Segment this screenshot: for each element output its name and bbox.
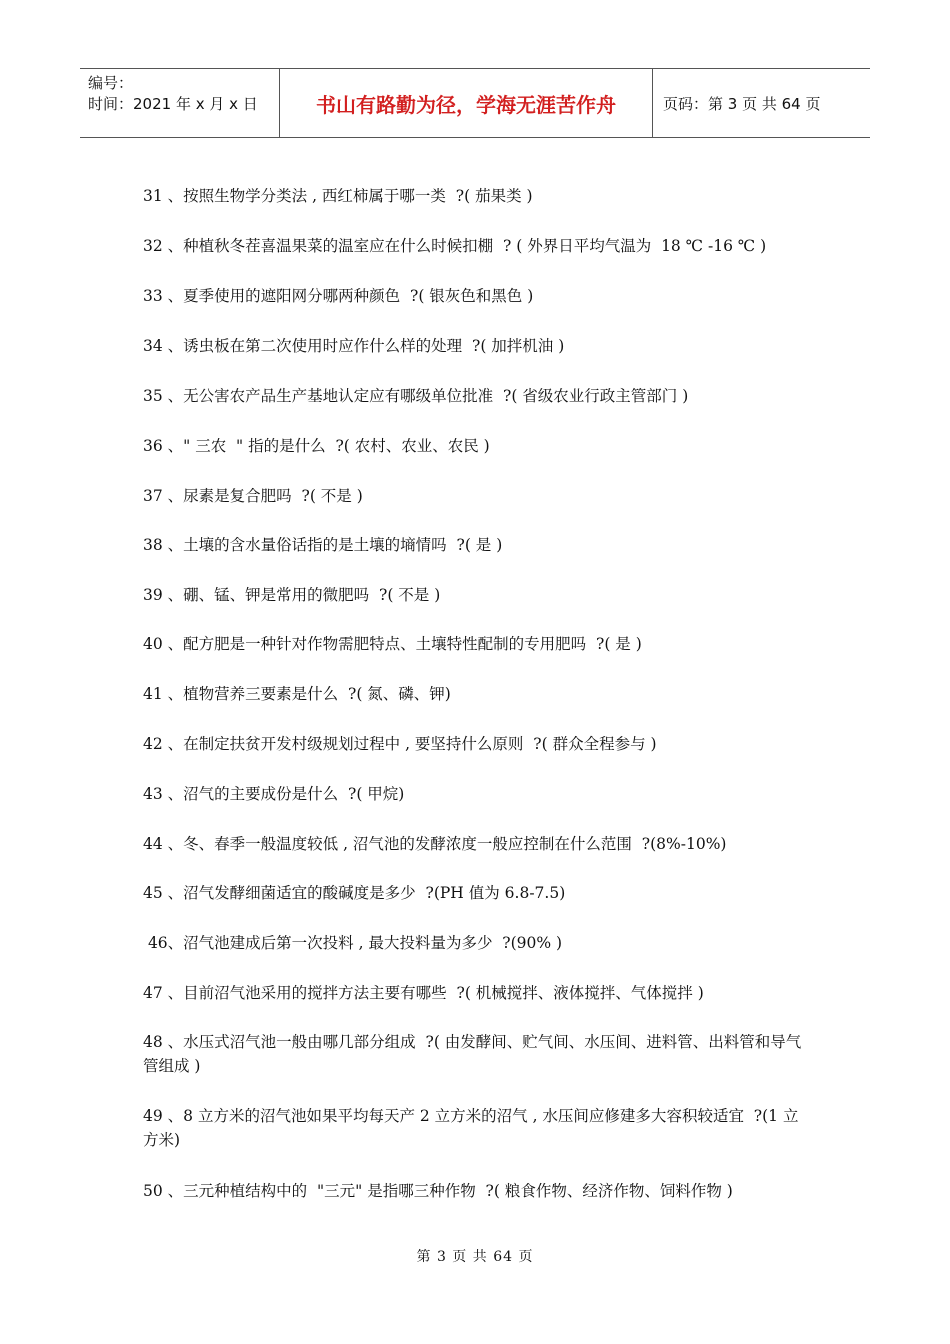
- question-39: 39 、硼、锰、钾是常用的微肥吗 ?( 不是 ): [143, 586, 441, 604]
- question-41: 41 、植物营养三要素是什么 ?( 氮、磷、钾): [143, 685, 451, 703]
- motto-text: 书山有路勤为径，学海无涯苦作舟: [316, 92, 616, 117]
- question-45: 45 、沼气发酵细菌适宜的酸碱度是多少 ?(PH 值为 6.8-7.5): [143, 884, 566, 902]
- question-38: 38 、土壤的含水量俗话指的是土壤的墒情吗 ?( 是 ): [143, 536, 503, 554]
- question-34: 34 、诱虫板在第二次使用时应作什么样的处理 ?( 加拌机油 ): [143, 337, 565, 355]
- question-48: 48 、水压式沼气池一般由哪几部分组成 ?( 由发酵间、贮气间、水压间、进料管、出料管和导气管组成 ): [143, 1033, 802, 1075]
- question-32: 32 、种植秋冬茬喜温果菜的温室应在什么时候扣棚 ? ( 外界日平均气温为 18 ℃ -16 ℃ ): [143, 237, 767, 255]
- header-info-cell: [80, 69, 280, 137]
- question-40: 40 、配方肥是一种针对作物需肥特点、土壤特性配制的专用肥吗 ?( 是 ): [143, 635, 642, 653]
- question-44: 44 、冬、春季一般温度较低 , 沼气池的发酵浓度一般应控制在什么范围 ?(8%-10%): [143, 835, 727, 853]
- question-33: 33 、夏季使用的遮阳网分哪两种颜色 ?( 银灰色和黑色 ): [143, 287, 534, 305]
- date-label: 时间：2021 年 x 月 x 日: [88, 95, 258, 113]
- motto-cell: [280, 69, 653, 137]
- page-footer: 第 3 页 共 64 页: [416, 1249, 534, 1265]
- page-count-label: 页码：第 3 页 共 64 页: [663, 94, 821, 113]
- number-label: 编号：: [88, 74, 134, 92]
- question-50: 50 、三元种植结构中的 "三元" 是指哪三种作物 ?( 粮食作物、经济作物、饲料作物 ): [143, 1182, 733, 1200]
- question-42: 42 、在制定扶贫开发村级规划过程中 , 要坚持什么原则 ?( 群众全程参与 ): [143, 735, 657, 753]
- question-37: 37 、尿素是复合肥吗 ?( 不是 ): [143, 487, 363, 505]
- question-43: 43 、沼气的主要成份是什么 ?( 甲烷): [143, 785, 405, 803]
- question-31: 31 、按照生物学分类法 , 西红柿属于哪一类 ?( 茄果类 ): [143, 187, 533, 205]
- document-header: [80, 68, 870, 138]
- question-49: 49 、8 立方米的沼气池如果平均每天产 2 立方米的沼气 , 水压间应修建多大容积较适宜 ?(1 立方米): [143, 1107, 799, 1149]
- question-46: 46、沼气池建成后第一次投料 , 最大投料量为多少 ?(90% ): [143, 934, 563, 952]
- question-36: 36 、" 三农 " 指的是什么 ?( 农村、农业、农民 ): [143, 437, 490, 455]
- page-count-cell: [653, 69, 870, 137]
- question-47: 47 、目前沼气池采用的搅拌方法主要有哪些 ?( 机械搅拌、液体搅拌、气体搅拌 ): [143, 984, 704, 1002]
- question-35: 35 、无公害农产品生产基地认定应有哪级单位批准 ?( 省级农业行政主管部门 ): [143, 387, 689, 405]
